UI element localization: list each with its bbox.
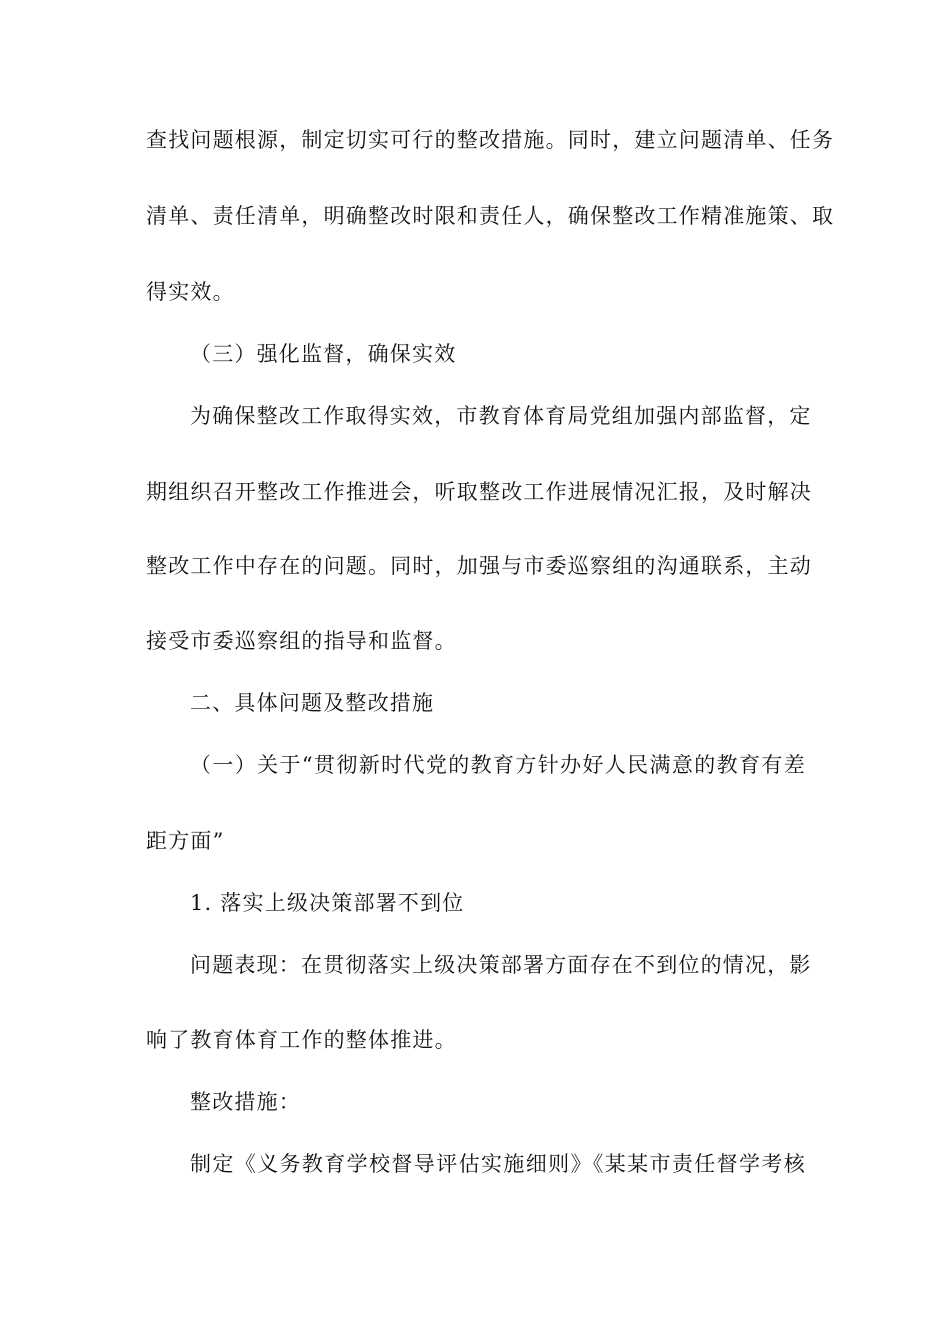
paragraph-line: 期组织召开整改工作推进会，听取整改工作进展情况汇报，及时解决 xyxy=(146,480,812,504)
paragraph-line: 为确保整改工作取得实效，市教育体育局党组加强内部监督，定 xyxy=(190,404,812,428)
paragraph-line: 得实效。 xyxy=(146,280,235,304)
item-heading: 1. 落实上级决策部署不到位 xyxy=(190,891,465,915)
paragraph-line: 接受市委巡察组的指导和监督。 xyxy=(146,629,457,653)
paragraph-line: 整改工作中存在的问题。同时，加强与市委巡察组的沟通联系，主动 xyxy=(146,554,812,578)
paragraph-line: 查找问题根源，制定切实可行的整改措施。同时，建立问题清单、任务 xyxy=(146,128,835,152)
section-heading: （三）强化监督，确保实效 xyxy=(190,342,457,366)
paragraph-line: 问题表现：在贯彻落实上级决策部署方面存在不到位的情况，影 xyxy=(190,953,812,977)
subsection-heading: 距方面” xyxy=(146,829,225,853)
section-heading: 二、具体问题及整改措施 xyxy=(190,691,435,715)
measures-label: 整改措施： xyxy=(190,1090,301,1114)
paragraph-line: 制定《义务教育学校督导评估实施细则》《某某市责任督学考核 xyxy=(190,1152,806,1176)
paragraph-line: 清单、责任清单，明确整改时限和责任人，确保整改工作精准施策、取 xyxy=(146,204,835,228)
subsection-heading: （一）关于“贯彻新时代党的教育方针办好人民满意的教育有差 xyxy=(190,753,806,777)
paragraph-line: 响了教育体育工作的整体推进。 xyxy=(146,1028,457,1052)
